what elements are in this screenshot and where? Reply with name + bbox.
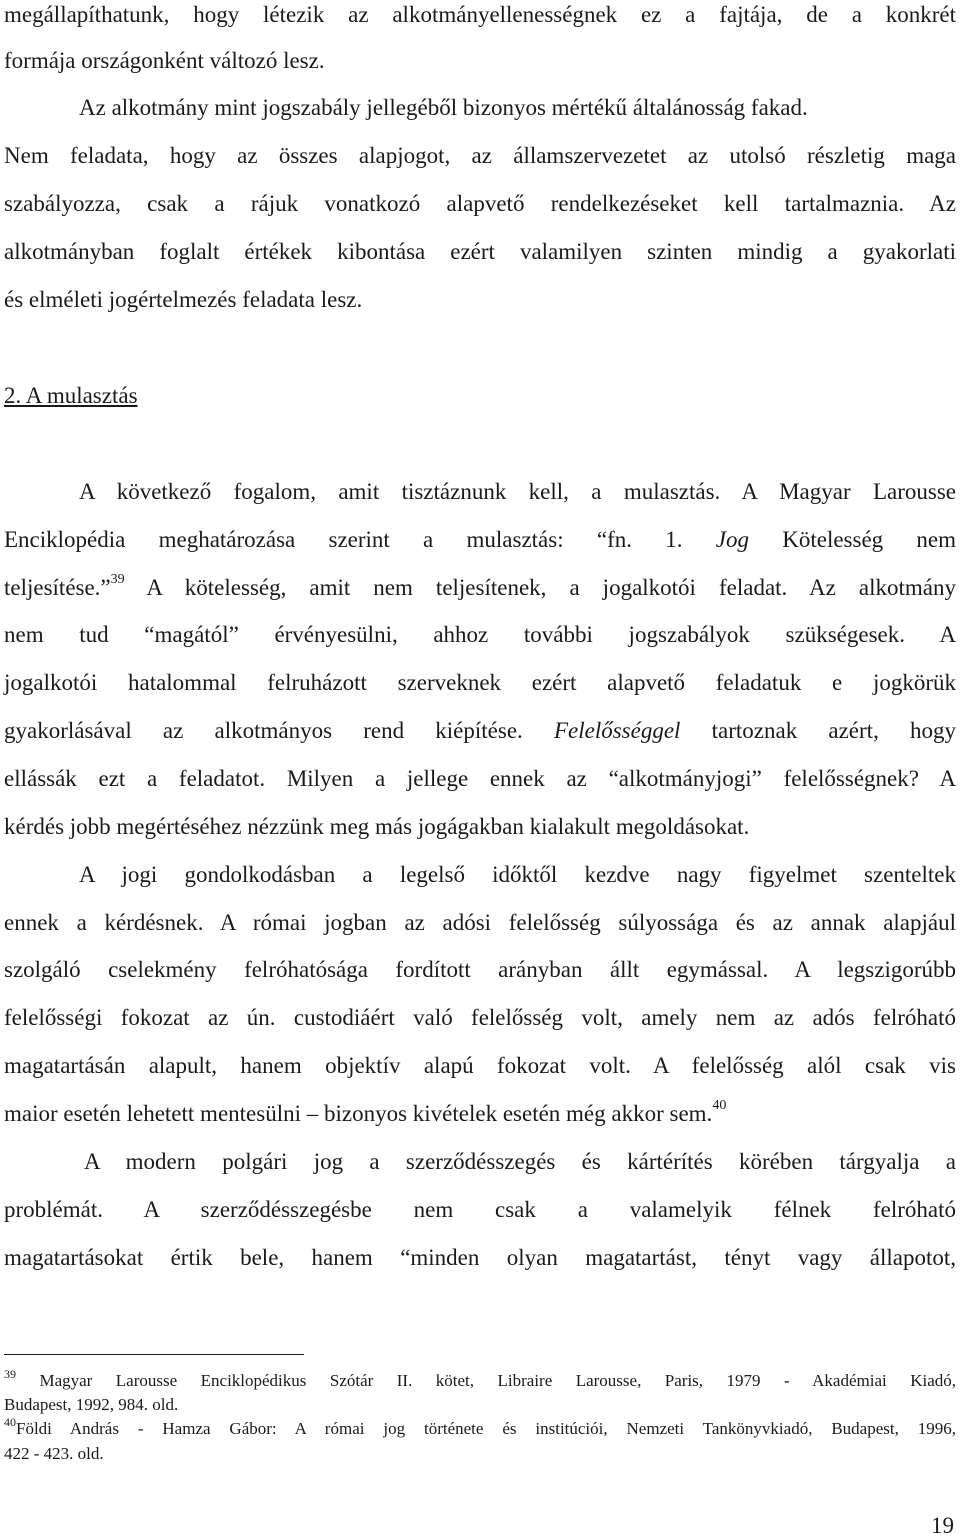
text-line: ennek a kérdésnek. A római jogban az adósi felelősség súlyossága és az annak alapjául [4, 910, 956, 935]
text-line: magatartásán alapult, hanem objektív alapú fokozat volt. A felelősség alól csak vis [4, 1053, 956, 1078]
text-line: felelősségi fokozat az ún. custodiáért való felelősség volt, amely nem az adós felróható [4, 1005, 956, 1030]
text-line: jogalkotói hatalommal felruházott szerveknek ezért alapvető feladatuk e jogkörük [4, 670, 956, 695]
text-run: teljesítése.” [4, 575, 111, 600]
footnote-text: Magyar Larousse Enciklopédikus Szótár II. kötet, Libraire Larousse, Paris, 1979 - Akadémiai Kiadó, [39, 1371, 957, 1390]
footnote-number: 40 [4, 1415, 16, 1429]
text-line: alkotmányban foglalt értékek kibontása ezért valamilyen szinten mindig a gyakorlati [4, 239, 956, 264]
text-line [4, 1099, 956, 1129]
footnote-separator [4, 1354, 304, 1355]
footnote-39-cont: Budapest, 1992, 984. old. [4, 1395, 179, 1414]
text-line: A következő fogalom, amit tisztáznunk kell, a mulasztás. A Magyar Larousse [79, 479, 956, 504]
text-line: és elméleti jogértelmezés feladata lesz. [4, 287, 363, 312]
italic-term: Felelősséggel [553, 718, 681, 743]
text-line: megállapíthatunk, hogy létezik az alkotmányellenességnek ez a fajtája, de a konkrét [4, 2, 956, 27]
text-line: szolgáló cselekmény felróhatósága fordított arányban állt egymással. A legszigorúbb [4, 957, 956, 982]
text-run: Enciklopédia meghatározása szerint a mulasztás: “fn. 1. [4, 527, 683, 552]
text-run: Kötelesség nem [782, 527, 957, 552]
text-line [4, 525, 956, 555]
section-heading: 2. A mulasztás [4, 383, 138, 408]
page-number: 19 [931, 1513, 954, 1538]
text-line: A jogi gondolkodásban a legelső időktől kezdve nagy figyelmet szenteltek [79, 862, 956, 887]
italic-term: Jog [715, 527, 749, 552]
text-line: formája országonként változó lesz. [4, 48, 325, 73]
text-line: problémát. A szerződésszegésbe nem csak a valamelyik félnek felróható [4, 1197, 956, 1222]
footnote-text: Földi András - Hamza Gábor: A római jog története és institúciói, Nemzeti Tankönyvkiadó, Budapest, 1996, [16, 1419, 956, 1438]
footnote-number: 39 [4, 1367, 16, 1381]
text-line: nem tud “magától” érvényesülni, ahhoz további jogszabályok szükségesek. A [4, 622, 956, 647]
text-run: maior esetén lehetett mentesülni – bizonyos kivételek esetén még akkor sem. [4, 1101, 713, 1126]
footnote-40-cont: 422 - 423. old. [4, 1444, 104, 1463]
text-line: Nem feladata, hogy az összes alapjogot, az államszervezetet az utolsó részletig maga [4, 143, 956, 168]
footnote-ref-40[interactable]: 40 [712, 1098, 727, 1113]
text-line [4, 716, 956, 746]
text-line [4, 573, 956, 603]
text-line: A modern polgári jog a szerződésszegés és kártérítés körében tárgyalja a [84, 1149, 956, 1174]
footnote-40 [4, 1415, 956, 1439]
text-line: kérdés jobb megértéséhez nézzünk meg más jogágakban kialakult megoldásokat. [4, 814, 750, 839]
text-line: ellássák ezt a feladatot. Milyen a jellege ennek az “alkotmányjogi” felelősségnek? A [4, 766, 956, 791]
text-line: szabályozza, csak a rájuk vonatkozó alapvető rendelkezéseket kell tartalmaznia. Az [4, 191, 956, 216]
footnote-ref-39[interactable]: 39 [110, 572, 125, 587]
text-line: Az alkotmány mint jogszabály jellegéből bizonyos mértékű általánosság fakad. [79, 95, 808, 120]
text-run: A kötelesség, amit nem teljesítenek, a jogalkotói feladat. Az alkotmány [146, 575, 956, 600]
text-line: magatartásokat értik bele, hanem “minden olyan magatartást, tényt vagy állapotot, [4, 1245, 956, 1270]
footnote-39 [4, 1367, 957, 1391]
text-run: tartoznak azért, hogy [711, 718, 957, 743]
text-run: gyakorlásával az alkotmányos rend kiépítése. [4, 718, 523, 743]
